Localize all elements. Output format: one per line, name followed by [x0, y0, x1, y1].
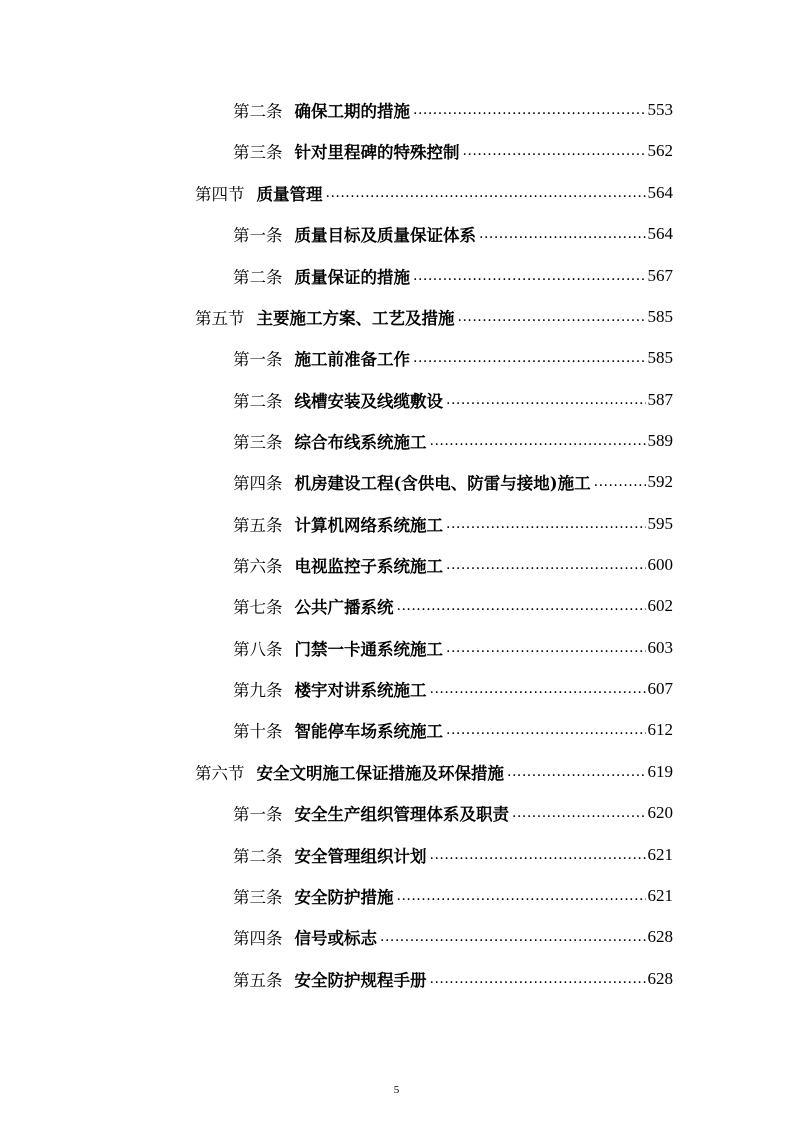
toc-entry-number: 第六节: [195, 764, 245, 783]
dot-leader: [430, 845, 646, 865]
toc-entry-title: 质量保证的措施: [294, 268, 410, 287]
page-number: 5: [393, 1084, 400, 1096]
dot-leader: [430, 679, 646, 699]
dot-leader: [446, 390, 646, 410]
dot-leader: [430, 431, 646, 451]
dot-leader: [446, 720, 646, 740]
toc-entry-title: 安全防护规程手册: [294, 971, 427, 990]
toc-entry-number: 第九条: [233, 681, 283, 700]
toc-entry-page: 628: [647, 969, 673, 988]
toc-entry-number: 第七条: [233, 598, 283, 617]
toc-entry-title: 电视监控子系统施工: [294, 557, 443, 576]
toc-entry-number: 第三条: [233, 143, 283, 162]
dot-leader: [479, 224, 646, 244]
toc-entry-title: 计算机网络系统施工: [294, 516, 443, 535]
toc-entry-page: 564: [647, 224, 673, 243]
toc-entry-number: 第四节: [195, 185, 245, 204]
toc-entry-title: 确保工期的措施: [294, 102, 410, 121]
toc-entry-page: 628: [647, 927, 673, 946]
toc-entry: [233, 90, 673, 130]
toc-entry: [233, 504, 673, 544]
toc-entry-page: 592: [647, 472, 673, 491]
toc-entry-page: 553: [647, 100, 673, 119]
toc-entry-page: 621: [647, 886, 673, 905]
toc-entry-page: 585: [647, 307, 673, 326]
toc-entry-page: 587: [647, 390, 673, 409]
dot-leader: [512, 803, 646, 823]
toc-entry-title: 门禁一卡通系统施工: [294, 640, 443, 659]
toc-entry: [233, 380, 673, 420]
dot-leader: [507, 762, 646, 782]
toc-entry-page: 603: [647, 638, 673, 657]
toc-entry-title: 信号或标志: [294, 929, 377, 948]
toc-entry-title: 质量管理: [256, 185, 323, 204]
toc-entry-page: 602: [647, 596, 673, 615]
toc-entry: [233, 793, 673, 833]
toc-entry: [233, 256, 673, 296]
dot-leader: [446, 555, 646, 575]
toc-entry-title: 安全管理组织计划: [294, 847, 427, 866]
toc-entry: [233, 462, 673, 502]
toc-entry-page: 589: [647, 431, 673, 450]
dot-leader: [397, 596, 646, 616]
toc-entry-title: 针对里程碑的特殊控制: [294, 143, 460, 162]
dot-leader: [413, 266, 646, 286]
dot-leader: [594, 472, 646, 492]
toc-entry-title: 质量目标及质量保证体系: [294, 226, 476, 245]
toc-entry: [233, 835, 673, 875]
toc-entry-number: 第二条: [233, 102, 283, 121]
toc-entry-page: 567: [647, 266, 673, 285]
toc-entry: [233, 214, 673, 254]
toc-entry-number: 第三条: [233, 433, 283, 452]
toc-entry-title: 主要施工方案、工艺及措施: [256, 309, 455, 328]
toc-entry: [233, 421, 673, 461]
toc-entry-title: 线槽安装及线缆敷设: [294, 392, 443, 411]
dot-leader: [430, 969, 646, 989]
toc-entry-title: 机房建设工程(含供电、防雷与接地)施工: [294, 474, 591, 493]
dot-leader: [380, 927, 646, 947]
toc-entry-number: 第二条: [233, 268, 283, 287]
toc-entry: [233, 669, 673, 709]
dot-leader: [326, 183, 646, 203]
toc-entry-title: 安全生产组织管理体系及职责: [294, 805, 509, 824]
dot-leader: [413, 348, 646, 368]
toc-entry-number: 第二条: [233, 392, 283, 411]
toc-entry-number: 第五节: [195, 309, 245, 328]
dot-leader: [413, 100, 646, 120]
dot-leader: [463, 141, 646, 161]
toc-entry: [233, 338, 673, 378]
toc-entry-title: 智能停车场系统施工: [294, 722, 443, 741]
toc-entry-title: 公共广播系统: [294, 598, 394, 617]
dot-leader: [446, 514, 646, 534]
toc-entry-page: 562: [647, 141, 673, 160]
toc-entry-number: 第五条: [233, 516, 283, 535]
toc-section: [195, 752, 673, 792]
toc-entry-title: 安全防护措施: [294, 888, 394, 907]
toc-entry: [233, 131, 673, 171]
toc-entry-page: 607: [647, 679, 673, 698]
toc-entry-page: 600: [647, 555, 673, 574]
toc-entry-number: 第四条: [233, 474, 283, 493]
toc-entry-number: 第四条: [233, 929, 283, 948]
dot-leader: [458, 307, 646, 327]
toc-entry-number: 第三条: [233, 888, 283, 907]
toc-entry-title: 施工前准备工作: [294, 350, 410, 369]
dot-leader: [446, 638, 646, 658]
toc-entry: [233, 959, 673, 999]
toc-entry-page: 621: [647, 845, 673, 864]
toc-entry-page: 620: [647, 803, 673, 822]
toc-entry-page: 595: [647, 514, 673, 533]
toc-section: [195, 173, 673, 213]
toc-entry-number: 第一条: [233, 805, 283, 824]
toc-entry-number: 第八条: [233, 640, 283, 659]
toc-entry-number: 第二条: [233, 847, 283, 866]
toc-entry: [233, 710, 673, 750]
toc-entry-number: 第一条: [233, 350, 283, 369]
toc-entry-title: 安全文明施工保证措施及环保措施: [256, 764, 504, 783]
toc-entry-number: 第五条: [233, 971, 283, 990]
toc-entry: [233, 545, 673, 585]
toc-entry-page: 564: [647, 183, 673, 202]
toc-entry: [233, 876, 673, 916]
toc-entry-title: 楼宇对讲系统施工: [294, 681, 427, 700]
toc-entry-page: 612: [647, 720, 673, 739]
toc-entry-number: 第十条: [233, 722, 283, 741]
toc-entry-page: 585: [647, 348, 673, 367]
toc-entry: [233, 586, 673, 626]
toc-entry-number: 第一条: [233, 226, 283, 245]
toc-entry-page: 619: [647, 762, 673, 781]
toc-entry-number: 第六条: [233, 557, 283, 576]
toc-entry-title: 综合布线系统施工: [294, 433, 427, 452]
toc-section: [195, 297, 673, 337]
toc-entry: [233, 917, 673, 957]
dot-leader: [397, 886, 646, 906]
toc-entry: [233, 628, 673, 668]
